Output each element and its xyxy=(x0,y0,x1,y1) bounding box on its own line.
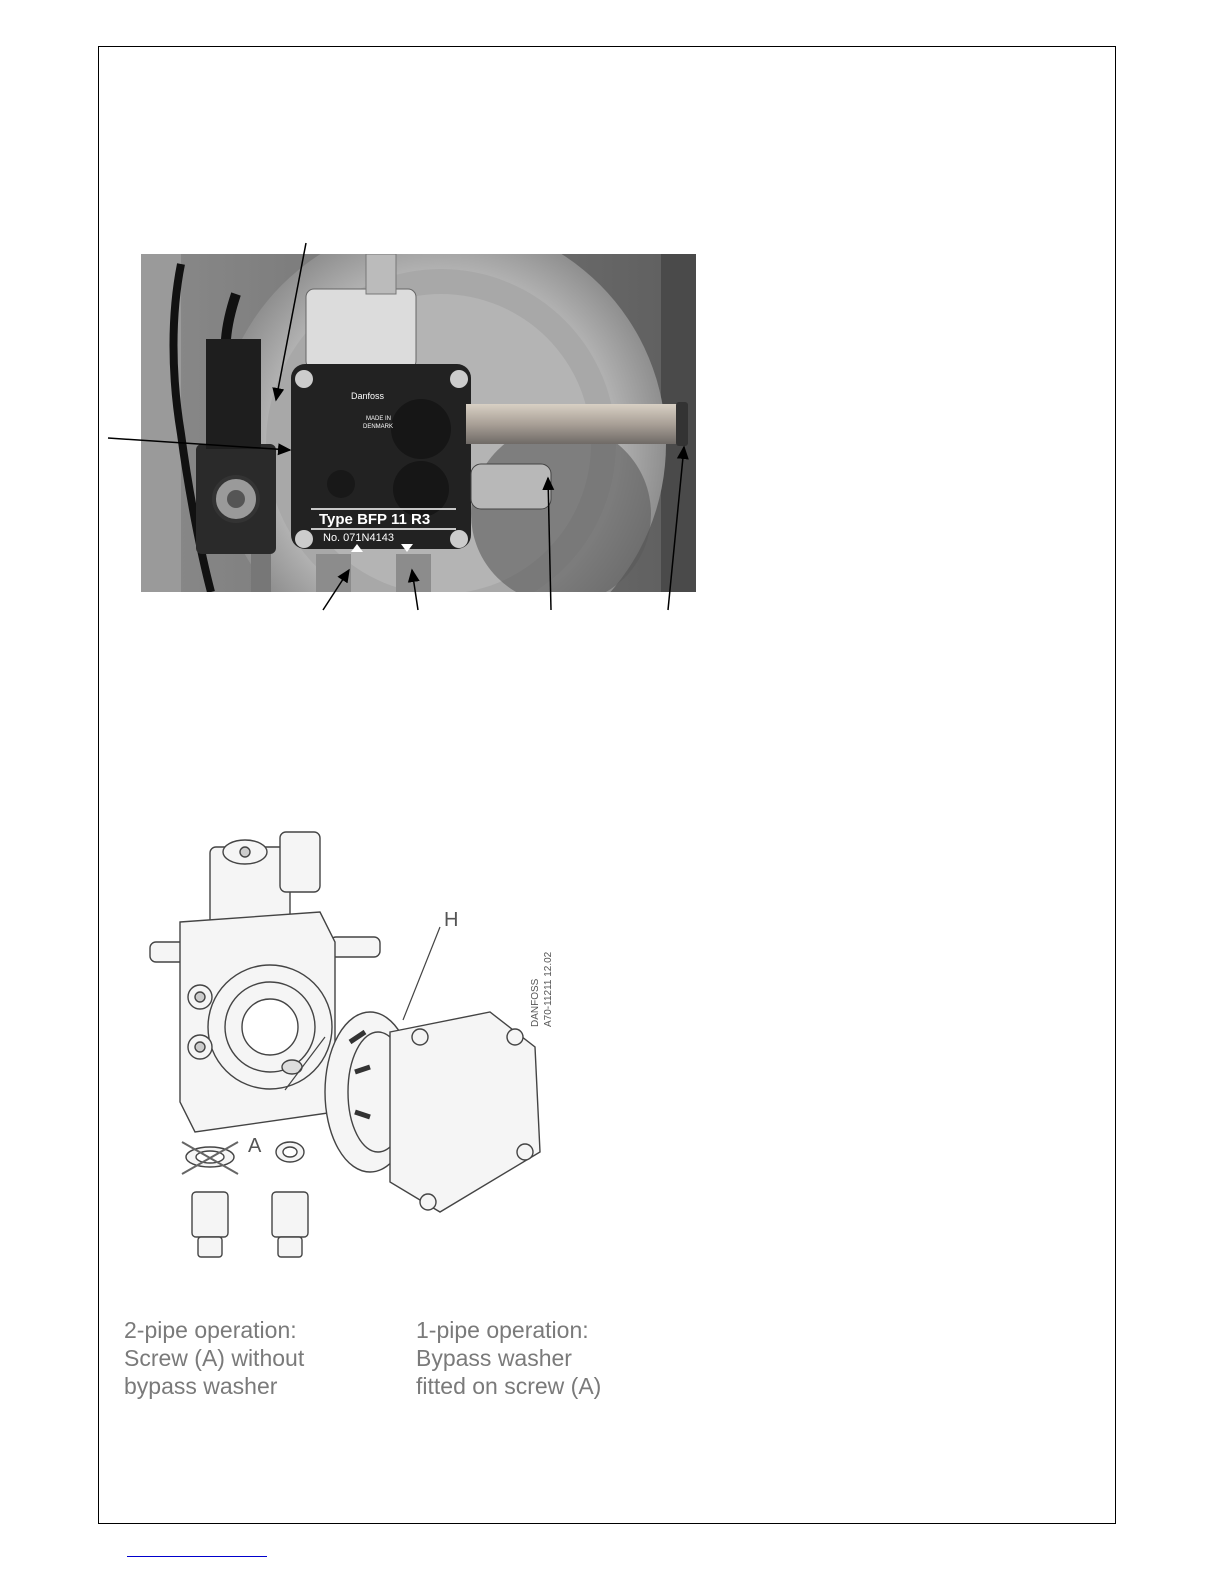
leader-bottom-4 xyxy=(668,447,684,610)
leader-bottom-3 xyxy=(548,478,551,610)
leader-bottom-2 xyxy=(412,570,418,610)
caption-one-pipe: 1-pipe operation: Bypass washer fitted on screw (A) xyxy=(416,1317,602,1399)
leader-top xyxy=(276,243,306,400)
leader-bottom-1 xyxy=(323,570,349,610)
leader-left xyxy=(108,438,290,450)
pump-exploded-diagram xyxy=(120,812,560,1282)
plate-number: No. 071N4143 xyxy=(323,532,394,544)
plate-type: Type BFP 11 R3 xyxy=(319,511,431,528)
diagram-code-number: A70-11211 12.02 xyxy=(543,951,554,1027)
plate-brand: Danfoss xyxy=(351,391,385,401)
pump-diagram-illustration xyxy=(120,812,560,1282)
footnote-separator xyxy=(127,1556,267,1557)
plate-made-in: MADE IN xyxy=(366,416,392,422)
plate-country: DENMARK xyxy=(363,424,394,430)
caption-two-pipe: 2-pipe operation: Screw (A) without bypass washer xyxy=(124,1317,305,1399)
diagram-code-danfoss: DANFOSS xyxy=(530,978,541,1027)
diagram-label-h: H xyxy=(444,909,459,931)
diagram-label-a: A xyxy=(248,1135,262,1157)
